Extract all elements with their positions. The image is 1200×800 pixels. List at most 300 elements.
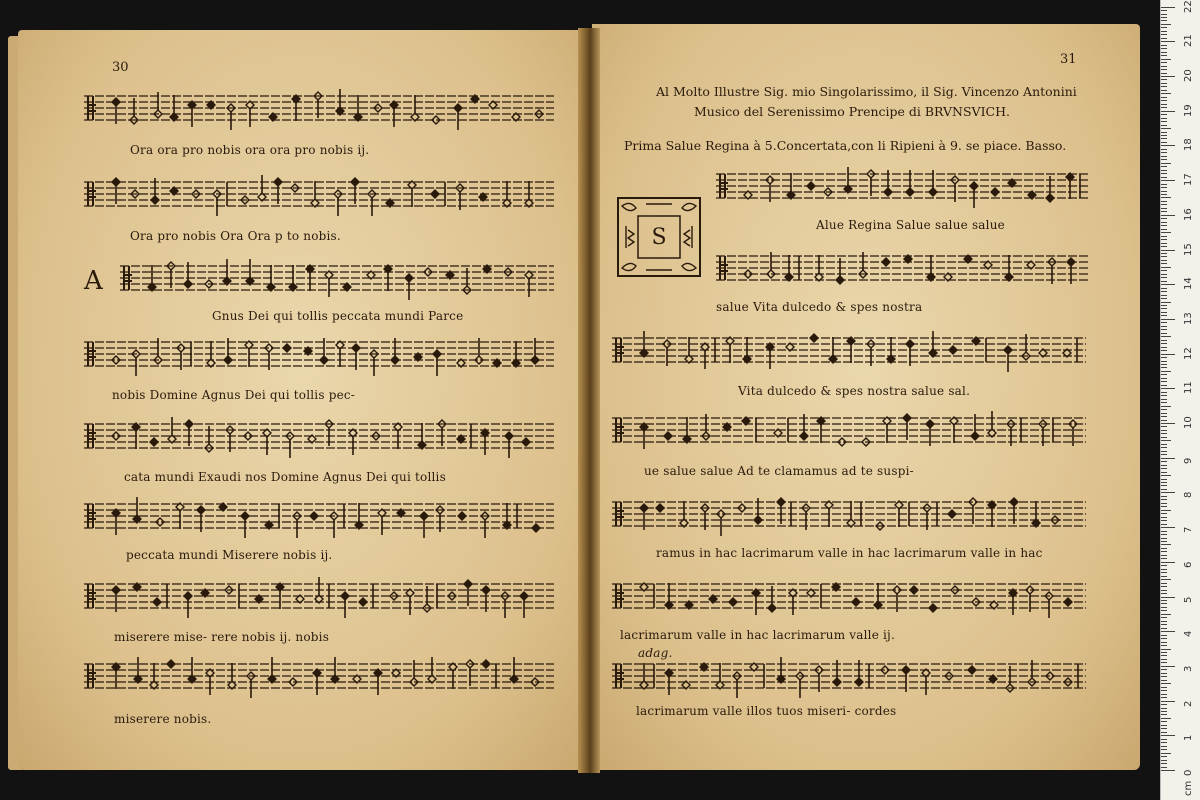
note-icon (1010, 498, 1018, 506)
ruler-tick (1161, 274, 1167, 275)
note-icon (807, 182, 815, 190)
ruler-tick (1161, 298, 1167, 299)
right-page-number: 31 (1060, 52, 1077, 67)
book-gutter (578, 28, 600, 773)
ruler-tick (1161, 628, 1167, 629)
ruler-tick (1161, 746, 1167, 747)
ruler-tick (1161, 170, 1167, 171)
ruler-tick (1161, 409, 1167, 410)
ruler-tick (1161, 753, 1171, 754)
ruler-tick (1161, 48, 1167, 49)
ruler-tick (1161, 565, 1167, 566)
ruler-tick (1161, 281, 1167, 282)
ruler-tick (1161, 277, 1167, 278)
note-icon (768, 604, 776, 612)
note-icon (810, 334, 818, 342)
ruler-tick (1161, 284, 1175, 285)
note-icon (852, 598, 860, 606)
ruler-tick (1161, 642, 1167, 643)
note-icon (929, 188, 937, 196)
left-lyric-8: miserere nobis. (114, 712, 212, 726)
ruler-tick (1161, 524, 1167, 525)
ruler-tick (1161, 655, 1167, 656)
ruler-tick (1161, 603, 1167, 604)
ruler-tick (1161, 31, 1167, 32)
ruler-tick (1161, 597, 1175, 598)
ruler-tick (1161, 114, 1167, 115)
ruler-tick (1161, 742, 1167, 743)
ruler-number: 21 (1183, 34, 1194, 48)
note-icon (664, 432, 672, 440)
ruler-tick (1161, 728, 1167, 729)
left-staff-6 (84, 492, 554, 544)
note-icon (505, 432, 513, 440)
ruler-tick (1161, 767, 1167, 768)
ruler-tick (1161, 295, 1167, 296)
ruler-tick (1161, 694, 1167, 695)
ruler-tick (1161, 652, 1167, 653)
note-icon (184, 280, 192, 288)
ruler-tick (1161, 90, 1167, 91)
ruler-tick (1161, 263, 1167, 264)
ruler-tick (1161, 676, 1167, 677)
ruler-tick (1161, 572, 1167, 573)
note-icon (431, 190, 439, 198)
note-icon (391, 356, 399, 364)
note-icon (274, 178, 282, 186)
left-lyric-6: peccata mundi Miserere nobis ij. (126, 548, 333, 562)
ruler-tick (1161, 381, 1167, 382)
ruler-tick (1161, 256, 1167, 257)
left-staff-4 (84, 330, 554, 382)
note-icon (882, 258, 890, 266)
ruler-tick (1161, 430, 1167, 431)
ruler-tick (1161, 770, 1175, 771)
ruler-tick (1161, 41, 1175, 42)
ruler-tick (1161, 513, 1167, 514)
drop-initial-a: A (84, 266, 103, 296)
ruler-tick (1161, 697, 1167, 698)
ruler-tick (1161, 305, 1167, 306)
ruler-tick (1161, 395, 1167, 396)
ruler-tick (1161, 14, 1167, 15)
ruler-number: 9 (1183, 457, 1194, 464)
right-staff-4 (612, 406, 1086, 458)
ruler-number: 1 (1183, 734, 1194, 742)
ruler-tick (1161, 374, 1167, 375)
ruler-tick (1161, 194, 1167, 195)
note-icon (405, 274, 413, 282)
ruler-tick (1161, 444, 1167, 445)
ruler-tick (1161, 156, 1167, 157)
ruler-tick (1161, 7, 1175, 8)
right-lyric-7: lacrimarum valle illos tuos miseri- cordes (636, 704, 897, 718)
ruler-tick (1161, 433, 1167, 434)
right-lyric-6: lacrimarum valle in hac lacrimarum valle ij. (620, 628, 895, 642)
note-icon (884, 188, 892, 196)
ruler-tick (1161, 399, 1167, 400)
note-icon (836, 276, 844, 284)
ruler-tick (1161, 447, 1167, 448)
ruler-tick (1161, 326, 1167, 327)
ruler-tick (1161, 10, 1167, 11)
piece-title: Prima Salue Regina à 5.Concertata,con li Ripieni à 9. se piace. Basso. (624, 138, 1067, 153)
ruler-tick (1161, 583, 1167, 584)
ruler-tick (1161, 579, 1171, 580)
ruler-tick (1161, 479, 1167, 480)
ruler-tick (1161, 437, 1167, 438)
ruler-tick (1161, 701, 1175, 702)
left-lyric-7: miserere mise- rere nobis ij. nobis (114, 630, 330, 644)
ruler-tick (1161, 163, 1171, 164)
ruler-tick (1161, 392, 1167, 393)
ruler-tick (1161, 73, 1167, 74)
ruler-tick (1161, 690, 1167, 691)
ruler-tick (1161, 319, 1175, 320)
ruler-tick (1161, 517, 1167, 518)
ruler-number: 5 (1183, 596, 1194, 603)
ruler-tick (1161, 499, 1167, 500)
ruler-tick (1161, 367, 1167, 368)
ruler-tick (1161, 138, 1167, 139)
note-icon (656, 504, 664, 512)
ruler-tick (1161, 714, 1167, 715)
ruler-tick (1161, 215, 1175, 216)
ruler-tick (1161, 329, 1167, 330)
note-icon (833, 678, 841, 686)
note-icon (949, 346, 957, 354)
tempo-marking: adag. (638, 646, 673, 660)
ruler-tick (1161, 239, 1167, 240)
ruler-tick (1161, 624, 1167, 625)
ruler-tick (1161, 593, 1167, 594)
note-icon (197, 506, 205, 514)
ruler-tick (1161, 225, 1167, 226)
left-staff-5 (84, 412, 554, 464)
ruler-tick (1161, 187, 1167, 188)
note-icon (520, 592, 528, 600)
ruler-tick (1161, 308, 1167, 309)
note-icon (970, 182, 978, 190)
ruler-tick (1161, 496, 1167, 497)
ruler-tick (1161, 763, 1167, 764)
ruler-tick (1161, 243, 1167, 244)
ruler-tick (1161, 270, 1167, 271)
ruler-number: 2 (1183, 700, 1194, 707)
ruler-tick (1161, 191, 1167, 192)
ruler-tick (1161, 669, 1167, 670)
ruler-tick (1161, 458, 1175, 459)
ruler-tick (1161, 527, 1175, 528)
left-staff-8 (84, 652, 554, 704)
note-icon (320, 356, 328, 364)
ruler-tick (1161, 52, 1167, 53)
ruler-tick (1161, 586, 1167, 587)
ruler-number: 12 (1183, 346, 1194, 360)
ruler-tick (1161, 683, 1171, 684)
note-icon (433, 350, 441, 358)
note-icon (948, 510, 956, 518)
note-icon (902, 666, 910, 674)
ruler-tick (1161, 673, 1167, 674)
ruler-tick (1161, 149, 1167, 150)
ruler-tick (1161, 638, 1167, 639)
ruler-tick (1161, 197, 1171, 198)
ruler-tick (1161, 83, 1167, 84)
ruler-tick (1161, 180, 1175, 181)
ruler-tick (1161, 201, 1167, 202)
ruler-tick (1161, 93, 1171, 94)
ruler-tick (1161, 24, 1171, 25)
ruler-number: 0 (1183, 769, 1194, 776)
note-icon (352, 344, 360, 352)
ruler-number: 18 (1183, 138, 1194, 152)
right-lyric-2: salue Vita dulcedo & spes nostra (716, 300, 923, 314)
note-icon (855, 678, 863, 686)
ruler-number: 20 (1183, 69, 1194, 82)
ruler-tick (1161, 145, 1175, 146)
decorated-initial (616, 196, 702, 278)
ruler-tick (1161, 322, 1167, 323)
ruler-tick (1161, 420, 1167, 421)
ruler-tick (1161, 291, 1167, 292)
ruler-tick (1161, 17, 1167, 18)
note-icon (1004, 346, 1012, 354)
ruler-tick (1161, 749, 1167, 750)
ruler-tick (1161, 687, 1167, 688)
ruler-tick (1161, 510, 1171, 511)
ruler-tick (1161, 107, 1167, 108)
ruler-tick (1161, 267, 1171, 268)
ruler-tick (1161, 229, 1167, 230)
ruler-tick (1161, 541, 1167, 542)
ruler-number: 13 (1183, 312, 1194, 325)
note-icon (458, 512, 466, 520)
ruler-tick (1161, 121, 1167, 122)
ruler-tick (1161, 413, 1167, 414)
ruler-tick (1161, 708, 1167, 709)
ruler-tick (1161, 336, 1171, 337)
ruler-tick (1161, 617, 1167, 618)
ruler-number: 3 (1183, 665, 1194, 672)
ruler-tick (1161, 371, 1171, 372)
ruler-tick (1161, 531, 1167, 532)
ruler-tick (1161, 451, 1167, 452)
ruler-tick (1161, 402, 1167, 403)
note-icon (1067, 258, 1075, 266)
dedication-line-2: Musico del Serenissimo Prencipe di BRVNSVICH. (694, 104, 1010, 119)
ruler-tick (1161, 132, 1167, 133)
right-lyric-4: ue salue salue Ad te clamamus ad te suspi- (644, 464, 914, 478)
ruler-tick (1161, 475, 1171, 476)
ruler-tick (1161, 222, 1167, 223)
ruler-tick (1161, 378, 1167, 379)
ruler-tick (1161, 253, 1167, 254)
ruler-number: 17 (1183, 173, 1194, 187)
ruler-tick (1161, 562, 1175, 563)
ruler-number: 10 (1183, 416, 1194, 429)
ruler-tick (1161, 725, 1167, 726)
ruler-tick (1161, 732, 1167, 733)
ruler-tick (1161, 76, 1175, 77)
ruler-tick (1161, 59, 1171, 60)
ruler-tick (1161, 718, 1171, 719)
note-icon (777, 498, 785, 506)
ruler-tick (1161, 544, 1171, 545)
ruler-tick (1161, 204, 1167, 205)
note-icon (351, 178, 359, 186)
ruler-tick (1161, 250, 1175, 251)
ruler-tick (1161, 364, 1167, 365)
ruler-tick (1161, 173, 1167, 174)
ruler-tick (1161, 34, 1167, 35)
left-page-number: 30 (112, 60, 129, 75)
ruler-tick (1161, 357, 1167, 358)
ruler-tick (1161, 482, 1167, 483)
ruler-tick (1161, 662, 1167, 663)
note-icon (926, 420, 934, 428)
note-icon (906, 188, 914, 196)
ruler-tick (1161, 315, 1167, 316)
ruler-tick (1161, 152, 1167, 153)
ruler-tick (1161, 555, 1167, 556)
ruler-number: 4 (1183, 630, 1194, 638)
ruler-tick (1161, 333, 1167, 334)
left-staff-3 (120, 254, 554, 306)
note-icon (929, 604, 937, 612)
note-icon (310, 512, 318, 520)
ruler-tick (1161, 631, 1175, 632)
note-icon (906, 340, 914, 348)
ruler-tick (1161, 388, 1175, 389)
ruler-tick (1161, 590, 1167, 591)
note-icon (1064, 598, 1072, 606)
ruler-tick (1161, 735, 1175, 736)
left-lyric-3: Gnus Dei qui tollis peccata mundi Parce (212, 309, 464, 323)
ruler-tick (1161, 166, 1167, 167)
ruler-tick (1161, 576, 1167, 577)
note-icon (112, 586, 120, 594)
note-icon (482, 660, 490, 668)
ruler-number: 11 (1183, 381, 1194, 395)
ruler-tick (1161, 680, 1167, 681)
ruler-tick (1161, 760, 1167, 761)
ruler-tick (1161, 246, 1167, 247)
ruler-tick (1161, 142, 1167, 143)
ruler-tick (1161, 614, 1171, 615)
ruler-tick (1161, 454, 1167, 455)
ruler-tick (1161, 721, 1167, 722)
ruler-tick (1161, 312, 1167, 313)
measurement-ruler (1160, 0, 1200, 800)
ruler-tick (1161, 211, 1167, 212)
ruler-tick (1161, 534, 1167, 535)
ruler-tick (1161, 492, 1175, 493)
ruler-tick (1161, 236, 1167, 237)
ruler-tick (1161, 607, 1167, 608)
ruler-tick (1161, 218, 1167, 219)
ruler-tick (1161, 20, 1167, 21)
ruler-number: 14 (1183, 277, 1194, 291)
ruler-tick (1161, 177, 1167, 178)
ruler-tick (1161, 79, 1167, 80)
ruler-unit-label: cm (1183, 780, 1194, 796)
left-lyric-1: Ora ora pro nobis ora ora pro nobis ij. (130, 143, 370, 157)
ruler-tick (1161, 538, 1167, 539)
ruler-tick (1161, 111, 1175, 112)
ruler-tick (1161, 416, 1167, 417)
ruler-tick (1161, 385, 1167, 386)
ruler-tick (1161, 354, 1175, 355)
note-icon (454, 104, 462, 112)
note-icon (1046, 194, 1054, 202)
note-icon (640, 504, 648, 512)
ruler-tick (1161, 440, 1171, 441)
ruler-tick (1161, 159, 1167, 160)
ruler-tick (1161, 485, 1167, 486)
right-staff-5 (612, 490, 1086, 542)
note-icon (167, 660, 175, 668)
ruler-tick (1161, 472, 1167, 473)
ruler-tick (1161, 635, 1167, 636)
ruler-tick (1161, 465, 1167, 466)
ruler-tick (1161, 302, 1171, 303)
ruler-tick (1161, 100, 1167, 101)
ruler-tick (1161, 135, 1167, 136)
ruler-number: 16 (1183, 208, 1194, 221)
note-icon (991, 188, 999, 196)
note-icon (464, 580, 472, 588)
note-icon (283, 344, 291, 352)
ruler-tick (1161, 548, 1167, 549)
note-icon (531, 356, 539, 364)
ruler-tick (1161, 503, 1167, 504)
right-lyric-5: ramus in hac lacrimarum valle in hac lacrimarum valle in hac (656, 546, 1043, 560)
note-icon (153, 598, 161, 606)
ruler-number: 19 (1183, 103, 1194, 117)
ruler-tick (1161, 520, 1167, 521)
ruler-tick (1161, 66, 1167, 67)
ruler-tick (1161, 756, 1167, 757)
ruler-tick (1161, 551, 1167, 552)
ruler-tick (1161, 347, 1167, 348)
ruler-tick (1161, 569, 1167, 570)
note-icon (968, 666, 976, 674)
ruler-tick (1161, 739, 1167, 740)
ruler-tick (1161, 423, 1175, 424)
note-icon (420, 512, 428, 520)
ruler-tick (1161, 506, 1167, 507)
note-icon (185, 420, 193, 428)
ruler-tick (1161, 184, 1167, 185)
note-icon (151, 196, 159, 204)
ruler-tick (1161, 340, 1167, 341)
note-icon (359, 598, 367, 606)
left-staff-7 (84, 572, 554, 624)
ruler-tick (1161, 260, 1167, 261)
right-staff-2 (716, 244, 1088, 296)
right-staff-7 (612, 652, 1086, 704)
ruler-tick (1161, 62, 1167, 63)
ruler-tick (1161, 45, 1167, 46)
ruler-number: 6 (1183, 561, 1194, 568)
note-icon (241, 512, 249, 520)
note-icon (903, 414, 911, 422)
ruler-tick (1161, 118, 1167, 119)
ruler-tick (1161, 38, 1167, 39)
note-icon (910, 586, 918, 594)
ruler-tick (1161, 350, 1167, 351)
